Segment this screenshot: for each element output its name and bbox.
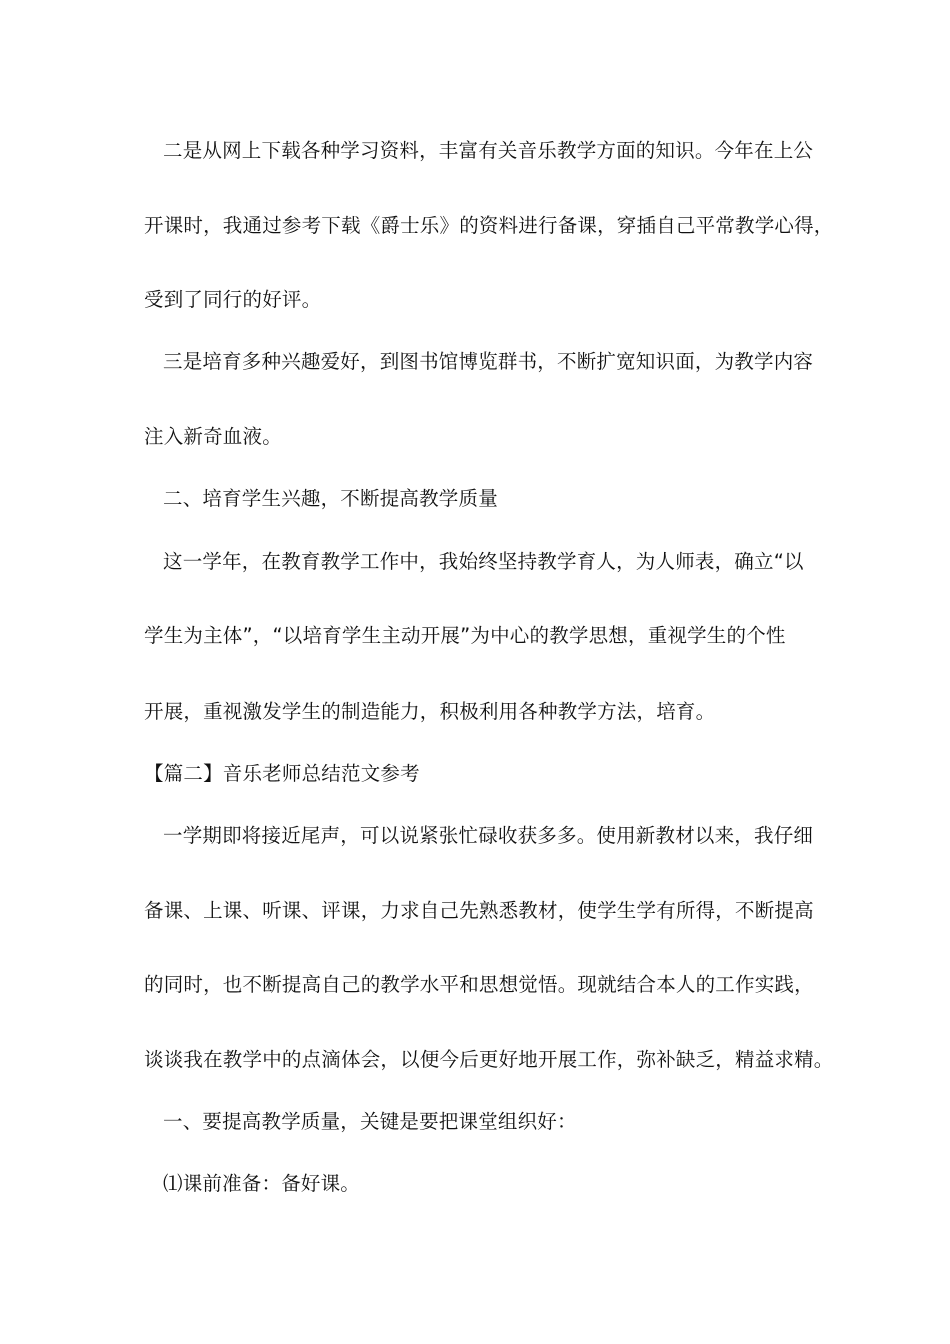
paragraph-line-12: 谈谈我在教学中的点滴体会，以便今后更好地开展工作，弥补缺乏，精益求精。 <box>144 1048 834 1071</box>
paragraph-line-4: 三是培育多种兴趣爱好，到图书馆博览群书，不断扩宽知识面，为教学内容 <box>163 350 814 373</box>
paragraph-line-1: 二是从网上下载各种学习资料，丰富有关音乐教学方面的知识。今年在上公 <box>163 139 814 162</box>
paragraph-line-2: 开课时，我通过参考下载《爵士乐》的资料进行备课，穿插自己平常教学心得， <box>144 214 834 237</box>
paragraph-line-3: 受到了同行的好评。 <box>144 288 322 311</box>
section-heading-1: 一、要提高教学质量，关键是要把课堂组织好： <box>163 1110 577 1133</box>
article-title: 【篇二】音乐老师总结范文参考 <box>144 762 420 785</box>
list-item-1: ⑴课前准备：备好课。 <box>163 1172 361 1195</box>
paragraph-line-8: 开展，重视激发学生的制造能力，积极利用各种教学方法，培育。 <box>144 700 716 723</box>
paragraph-line-10: 备课、上课、听课、评课，力求自己先熟悉教材，使学生学有所得，不断提高 <box>144 899 814 922</box>
paragraph-line-7: 学生为主体”，“以培育学生主动开展”为中心的教学思想，重视学生的个性 <box>144 624 786 647</box>
paragraph-line-11: 的同时，也不断提高自己的教学水平和思想觉悟。现就结合本人的工作实践， <box>144 973 814 996</box>
paragraph-line-6: 这一学年，在教育教学工作中，我始终坚持教学育人，为人师表，确立“以 <box>163 550 804 573</box>
section-heading-2: 二、培育学生兴趣，不断提高教学质量 <box>163 487 498 510</box>
paragraph-line-9: 一学期即将接近尾声，可以说紧张忙碌收获多多。使用新教材以来，我仔细 <box>163 824 814 847</box>
paragraph-line-5: 注入新奇血液。 <box>144 425 282 448</box>
